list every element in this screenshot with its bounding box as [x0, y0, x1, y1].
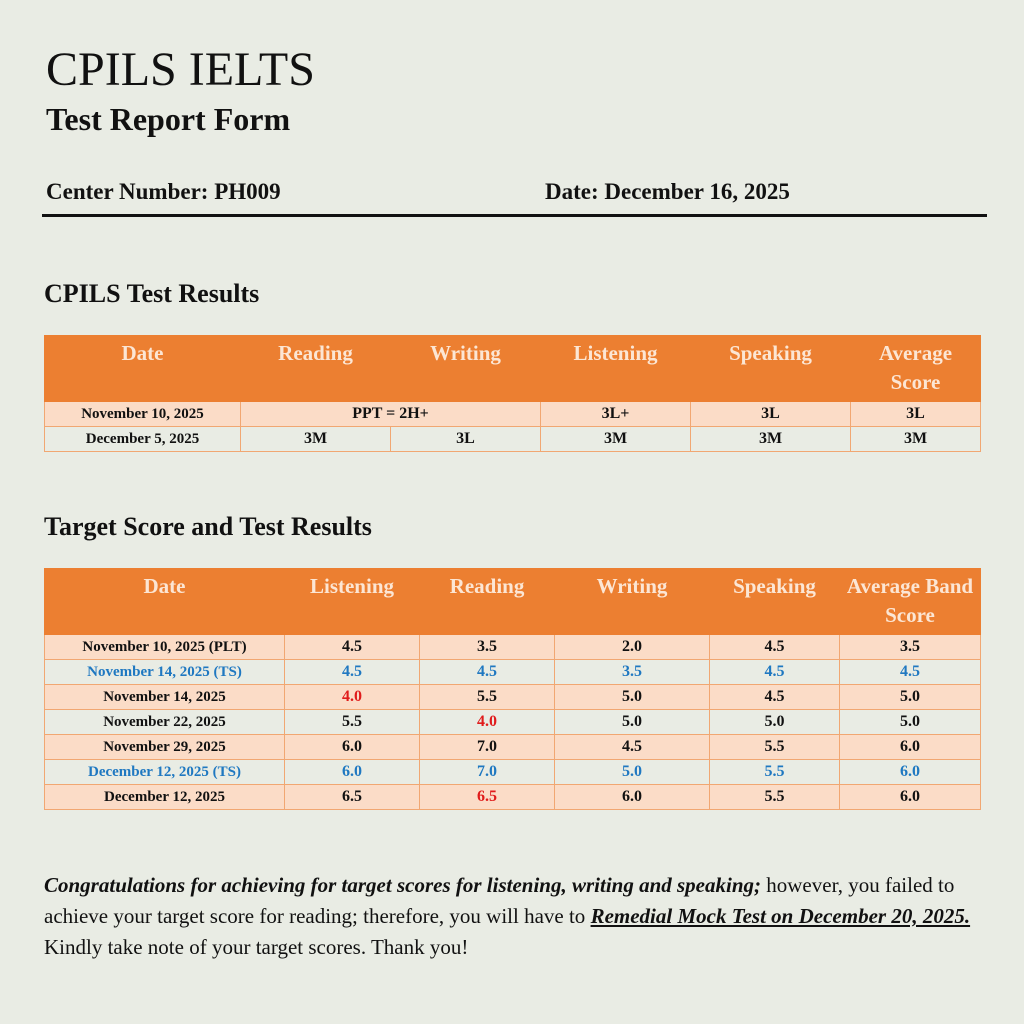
- row-date: November 22, 2025: [45, 710, 285, 735]
- speaking-score: 5.5: [710, 760, 840, 785]
- listening-score: 6.0: [285, 760, 420, 785]
- reading-score: 7.0: [420, 735, 555, 760]
- target-score-row: [45, 660, 981, 685]
- table-row: [45, 735, 981, 760]
- speaking-score: 3L: [691, 402, 851, 427]
- remedial-test-notice: Remedial Mock Test on December 20, 2025.: [590, 904, 971, 928]
- column-header-reading: Reading: [420, 569, 555, 635]
- writing-score: 5.0: [555, 710, 710, 735]
- reading-writing-score: PPT = 2H+: [241, 402, 541, 427]
- listening-score: 4.5: [285, 635, 420, 660]
- listening-score: 6.0: [285, 735, 420, 760]
- average-score: 4.5: [840, 660, 981, 685]
- writing-score: 3L: [391, 427, 541, 452]
- message-closing-text: Kindly take note of your target scores. Thank you!: [44, 935, 469, 959]
- speaking-score: 3M: [691, 427, 851, 452]
- row-date: November 14, 2025 (TS): [45, 660, 285, 685]
- average-score: 6.0: [840, 735, 981, 760]
- row-date: December 5, 2025: [45, 427, 241, 452]
- row-date: November 10, 2025 (PLT): [45, 635, 285, 660]
- average-score: 3L: [851, 402, 981, 427]
- column-header-writing: Writing: [391, 336, 541, 402]
- average-score: 5.0: [840, 710, 981, 735]
- average-score: 6.0: [840, 785, 981, 810]
- column-header-listening: Listening: [285, 569, 420, 635]
- report-date: Date: December 16, 2025: [545, 179, 790, 204]
- reading-score: 3M: [241, 427, 391, 452]
- listening-score: 5.5: [285, 710, 420, 735]
- column-header-date: Date: [45, 336, 241, 402]
- cpils-results-table: [44, 335, 981, 452]
- writing-score: 4.5: [555, 735, 710, 760]
- congratulations-text: Congratulations for achieving for target scores for listening, writing and speaking;: [44, 873, 762, 897]
- table-row: [45, 402, 981, 427]
- listening-score: 4.5: [285, 660, 420, 685]
- header-divider: [42, 214, 987, 217]
- average-score: 3M: [851, 427, 981, 452]
- average-score: 5.0: [840, 685, 981, 710]
- column-header-average-score: Average Score: [851, 336, 981, 402]
- target-score-row: [45, 760, 981, 785]
- reading-score: 7.0: [420, 760, 555, 785]
- average-score: 3.5: [840, 635, 981, 660]
- table-row: [45, 635, 981, 660]
- row-date: December 12, 2025 (TS): [45, 760, 285, 785]
- report-subtitle: Test Report Form: [46, 101, 291, 137]
- column-header-writing: Writing: [555, 569, 710, 635]
- closing-message: [44, 870, 989, 963]
- average-score: 6.0: [840, 760, 981, 785]
- writing-score: 5.0: [555, 685, 710, 710]
- speaking-score: 5.5: [710, 735, 840, 760]
- message-body-text: however, you failed to achieve your target score for reading; therefore, you will have to: [44, 873, 955, 928]
- reading-score: 3.5: [420, 635, 555, 660]
- listening-score: 3M: [541, 427, 691, 452]
- reading-score: 4.0: [420, 710, 555, 735]
- table-row: [45, 427, 981, 452]
- column-header-reading: Reading: [241, 336, 391, 402]
- column-header-speaking: Speaking: [691, 336, 851, 402]
- table-row: [45, 685, 981, 710]
- column-header-average-band-score: Average Band Score: [840, 569, 981, 635]
- writing-score: 2.0: [555, 635, 710, 660]
- row-date: November 29, 2025: [45, 735, 285, 760]
- report-title: CPILS IELTS: [46, 43, 315, 96]
- column-header-date: Date: [45, 569, 285, 635]
- column-header-listening: Listening: [541, 336, 691, 402]
- target-results-heading: Target Score and Test Results: [44, 512, 372, 541]
- speaking-score: 4.5: [710, 685, 840, 710]
- row-date: December 12, 2025: [45, 785, 285, 810]
- reading-score: 5.5: [420, 685, 555, 710]
- column-header-speaking: Speaking: [710, 569, 840, 635]
- listening-score: 3L+: [541, 402, 691, 427]
- center-number: Center Number: PH009: [46, 179, 281, 204]
- speaking-score: 4.5: [710, 660, 840, 685]
- table-row: [45, 710, 981, 735]
- reading-score: 6.5: [420, 785, 555, 810]
- writing-score: 5.0: [555, 760, 710, 785]
- writing-score: 3.5: [555, 660, 710, 685]
- writing-score: 6.0: [555, 785, 710, 810]
- reading-score: 4.5: [420, 660, 555, 685]
- row-date: November 14, 2025: [45, 685, 285, 710]
- table-row: [45, 785, 981, 810]
- cpils-results-heading: CPILS Test Results: [44, 279, 260, 308]
- speaking-score: 5.0: [710, 710, 840, 735]
- listening-score: 4.0: [285, 685, 420, 710]
- speaking-score: 4.5: [710, 635, 840, 660]
- row-date: November 10, 2025: [45, 402, 241, 427]
- speaking-score: 5.5: [710, 785, 840, 810]
- listening-score: 6.5: [285, 785, 420, 810]
- target-results-table: [44, 568, 981, 810]
